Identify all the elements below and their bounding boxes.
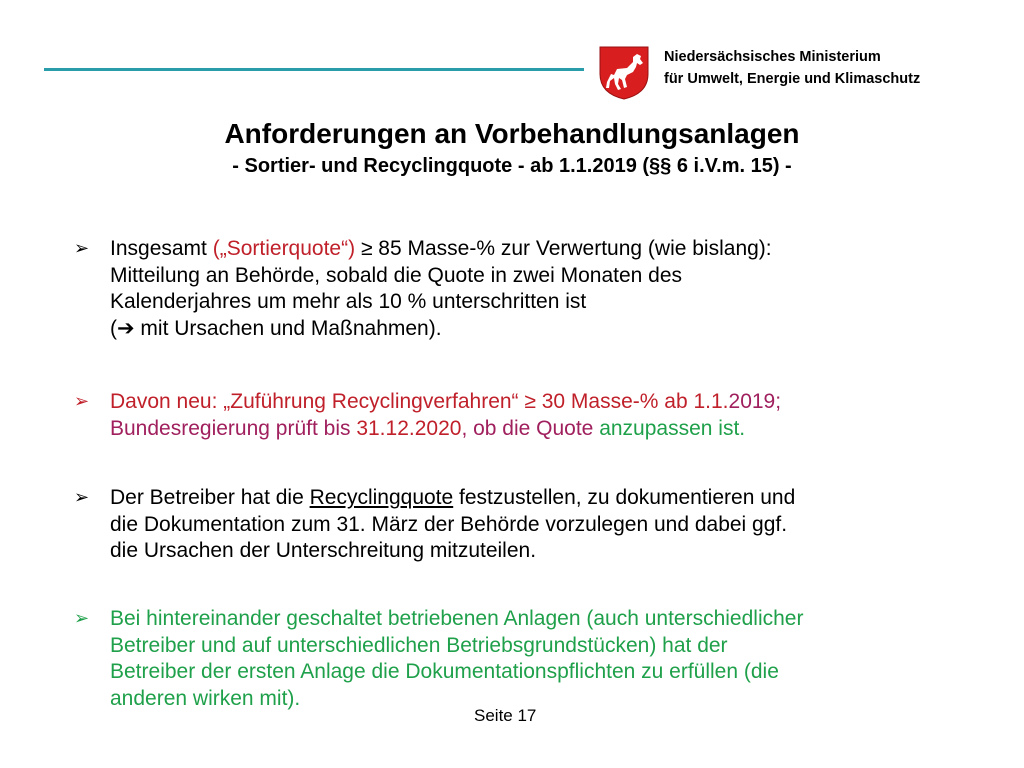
bullet-item-hintereinander	[74, 606, 974, 712]
highlight-red: („Sortierquote“)	[212, 237, 356, 260]
bullet-item-sortierquote	[74, 236, 974, 342]
bullet-arrow-icon: ➢	[74, 487, 90, 508]
bullet-line: (➔ mit Ursachen und Maßnahmen).	[110, 316, 442, 340]
bullet-line: die Ursachen der Unterschreitung mitzuteilen.	[110, 539, 537, 562]
underlined-term: Recyclingquote	[309, 486, 454, 509]
bullet-item-dokumentation	[74, 485, 974, 565]
bullet-text	[110, 485, 974, 565]
lower-saxony-horse-coat-of-arms-icon	[597, 44, 651, 101]
bullet-line: Betreiber und auf unterschiedlichen Betriebsgrundstücken) hat der	[110, 633, 728, 657]
ministry-name-line2: für Umwelt, Energie und Klimaschutz	[664, 71, 921, 87]
ministry-name	[664, 46, 920, 90]
bullet-line: Der Betreiber hat die Recyclingquote festzustellen, zu dokumentieren und	[110, 486, 796, 509]
bullet-line: Insgesamt („Sortierquote“) ≥ 85 Masse-% zur Verwertung (wie bislang):	[110, 237, 772, 260]
bullet-text	[110, 606, 974, 712]
slide-subtitle: - Sortier- und Recyclingquote - ab 1.1.2019 (§§ 6 i.V.m. 15) -	[232, 155, 792, 177]
bullet-line: anderen wirken mit).	[110, 686, 301, 710]
ministry-name-line1: Niedersächsisches Ministerium	[664, 49, 881, 65]
bullet-text	[110, 389, 974, 442]
bullet-line: Betreiber der ersten Anlage die Dokumentationspflichten zu erfüllen (die	[110, 660, 779, 683]
bullet-item-recyclingverfahren	[74, 389, 974, 442]
bullet-arrow-icon: ➢	[74, 238, 90, 259]
bullet-arrow-icon: ➢	[74, 391, 90, 412]
page-number: Seite 17	[474, 706, 537, 725]
bullet-line: Davon neu: „Zuführung Recyclingverfahren“ ≥ 30 Masse-% ab 1.1.2019;	[110, 390, 782, 413]
bullet-arrow-icon: ➢	[74, 608, 90, 629]
bullet-text	[110, 236, 974, 342]
bullet-line: Bundesregierung prüft bis 31.12.2020, ob die Quote anzupassen ist.	[110, 416, 746, 440]
bullet-line: die Dokumentation zum 31. März der Behörde vorzulegen und dabei ggf.	[110, 512, 788, 536]
header-rule	[44, 68, 584, 71]
slide-title: Anforderungen an Vorbehandlungsanlagen	[224, 118, 800, 149]
bullet-line: Bei hintereinander geschaltet betriebenen Anlagen (auch unterschiedlicher	[110, 607, 804, 630]
bullet-line: Mitteilung an Behörde, sobald die Quote in zwei Monaten des	[110, 263, 683, 287]
bullet-line: Kalenderjahres um mehr als 10 % unterschritten ist	[110, 290, 587, 313]
title-block	[0, 117, 1024, 179]
